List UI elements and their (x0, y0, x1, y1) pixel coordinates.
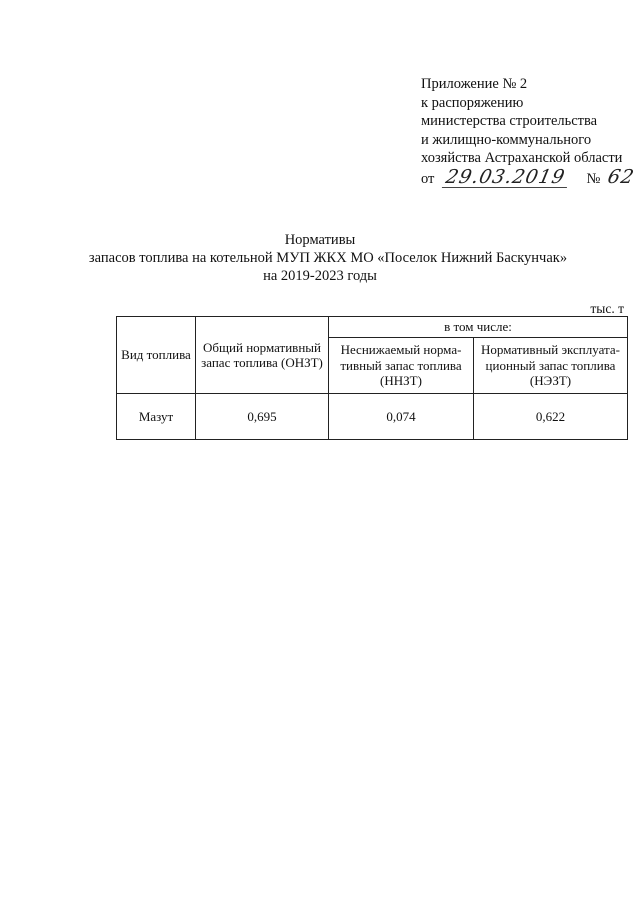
annex-line-2: к распоряжению (421, 94, 524, 111)
title-line-2: запасов топлива на котельной МУП ЖКХ МО «Поселок Нижний Баскунчак» (88, 250, 568, 266)
unit-label: тыс. т (590, 301, 624, 316)
cell-nezt: 0,622 (474, 394, 628, 440)
title-line-3: на 2019-2023 годы (263, 268, 377, 284)
date-prefix: от (421, 170, 435, 187)
table-row (117, 394, 628, 440)
annex-line-5: хозяйства Астраханской области (421, 150, 623, 166)
annex-line-1: Приложение № 2 (421, 76, 528, 92)
table-header-row-1 (117, 317, 628, 338)
handwritten-number: 62 (605, 165, 637, 188)
number-prefix: № (586, 170, 601, 187)
cell-total: 0,695 (196, 394, 329, 440)
annex-line-3: министерства строительства (421, 113, 598, 129)
header-total: Общий нормативный запас топлива (ОНЗТ) (196, 317, 329, 394)
norms-table (116, 316, 628, 440)
header-nezt: Нормативный эксплуата-ционный запас топлива (НЭЗТ) (474, 338, 628, 394)
header-fuel-type: Вид топлива (117, 317, 196, 394)
cell-nnzt: 0,074 (329, 394, 474, 440)
annex-block (421, 75, 637, 188)
cell-fuel: Мазут (117, 394, 196, 440)
handwritten-date: 29.03.2019 (442, 168, 571, 188)
annex-line-4: и жилищно-коммунального (421, 131, 592, 148)
title-line-1: Нормативы (284, 232, 356, 248)
header-nnzt: Неснижаемый норма-тивный запас топлива (ННЗТ) (329, 338, 474, 394)
date-number-line (421, 165, 637, 189)
header-including: в том числе: (329, 317, 628, 338)
